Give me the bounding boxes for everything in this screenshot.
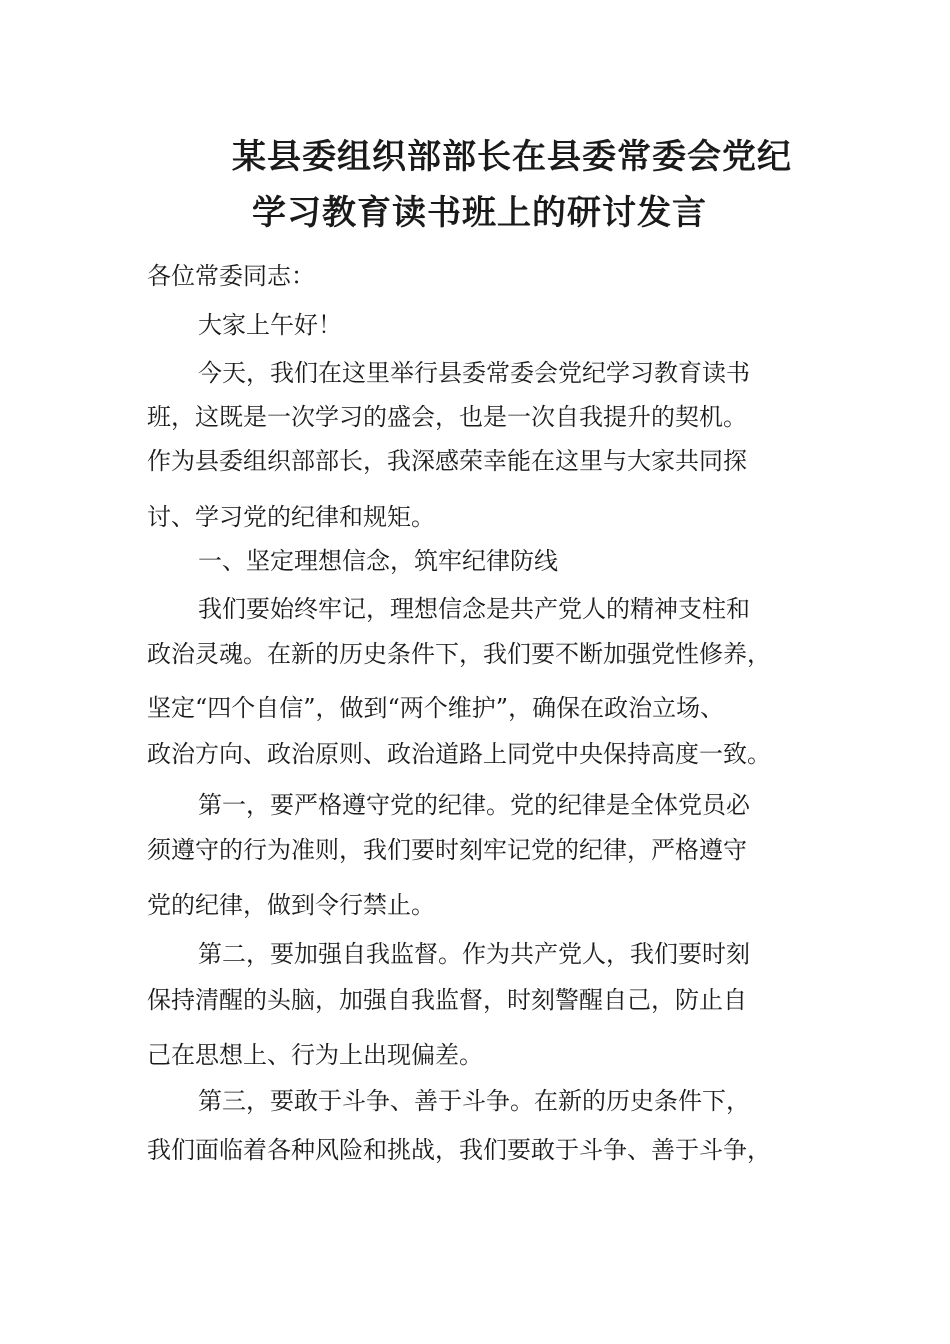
body-line: 作为县委组织部部长，我深感荣幸能在这里与大家共同探	[147, 447, 747, 475]
body-line: 坚定“四个自信”，做到“两个维护”，确保在政治立场、	[147, 694, 725, 722]
document-title-line-2: 学习教育读书班上的研讨发言	[252, 193, 707, 233]
body-line: 我们要始终牢记，理想信念是共产党人的精神支柱和	[198, 595, 750, 623]
body-line: 第二，要加强自我监督。作为共产党人，我们要时刻	[198, 940, 750, 968]
body-line: 第一，要严格遵守党的纪律。党的纪律是全体党员必	[198, 791, 750, 819]
body-line: 政治灵魂。在新的历史条件下，我们要不断加强党性修养，	[147, 640, 771, 668]
salutation: 各位常委同志：	[147, 262, 315, 290]
body-line: 政治方向、政治原则、政治道路上同党中央保持高度一致。	[147, 740, 771, 768]
body-line: 讨、学习党的纪律和规矩。	[147, 503, 435, 531]
body-line: 己在思想上、行为上出现偏差。	[147, 1041, 483, 1069]
body-line: 保持清醒的头脑，加强自我监督，时刻警醒自己，防止自	[147, 986, 747, 1014]
body-line: 须遵守的行为准则，我们要时刻牢记党的纪律，严格遵守	[147, 836, 747, 864]
body-line: 班，这既是一次学习的盛会，也是一次自我提升的契机。	[147, 403, 747, 431]
body-line: 今天，我们在这里举行县委常委会党纪学习教育读书	[198, 359, 750, 387]
body-line: 我们面临着各种风险和挑战，我们要敢于斗争、善于斗争，	[147, 1136, 771, 1164]
document-title-line-1: 某县委组织部部长在县委常委会党纪	[232, 137, 792, 177]
greeting: 大家上午好！	[198, 311, 342, 339]
body-line: 第三，要敢于斗争、善于斗争。在新的历史条件下，	[198, 1087, 750, 1115]
body-line: 党的纪律，做到令行禁止。	[147, 891, 435, 919]
section-heading: 一、坚定理想信念，筑牢纪律防线	[198, 547, 558, 575]
